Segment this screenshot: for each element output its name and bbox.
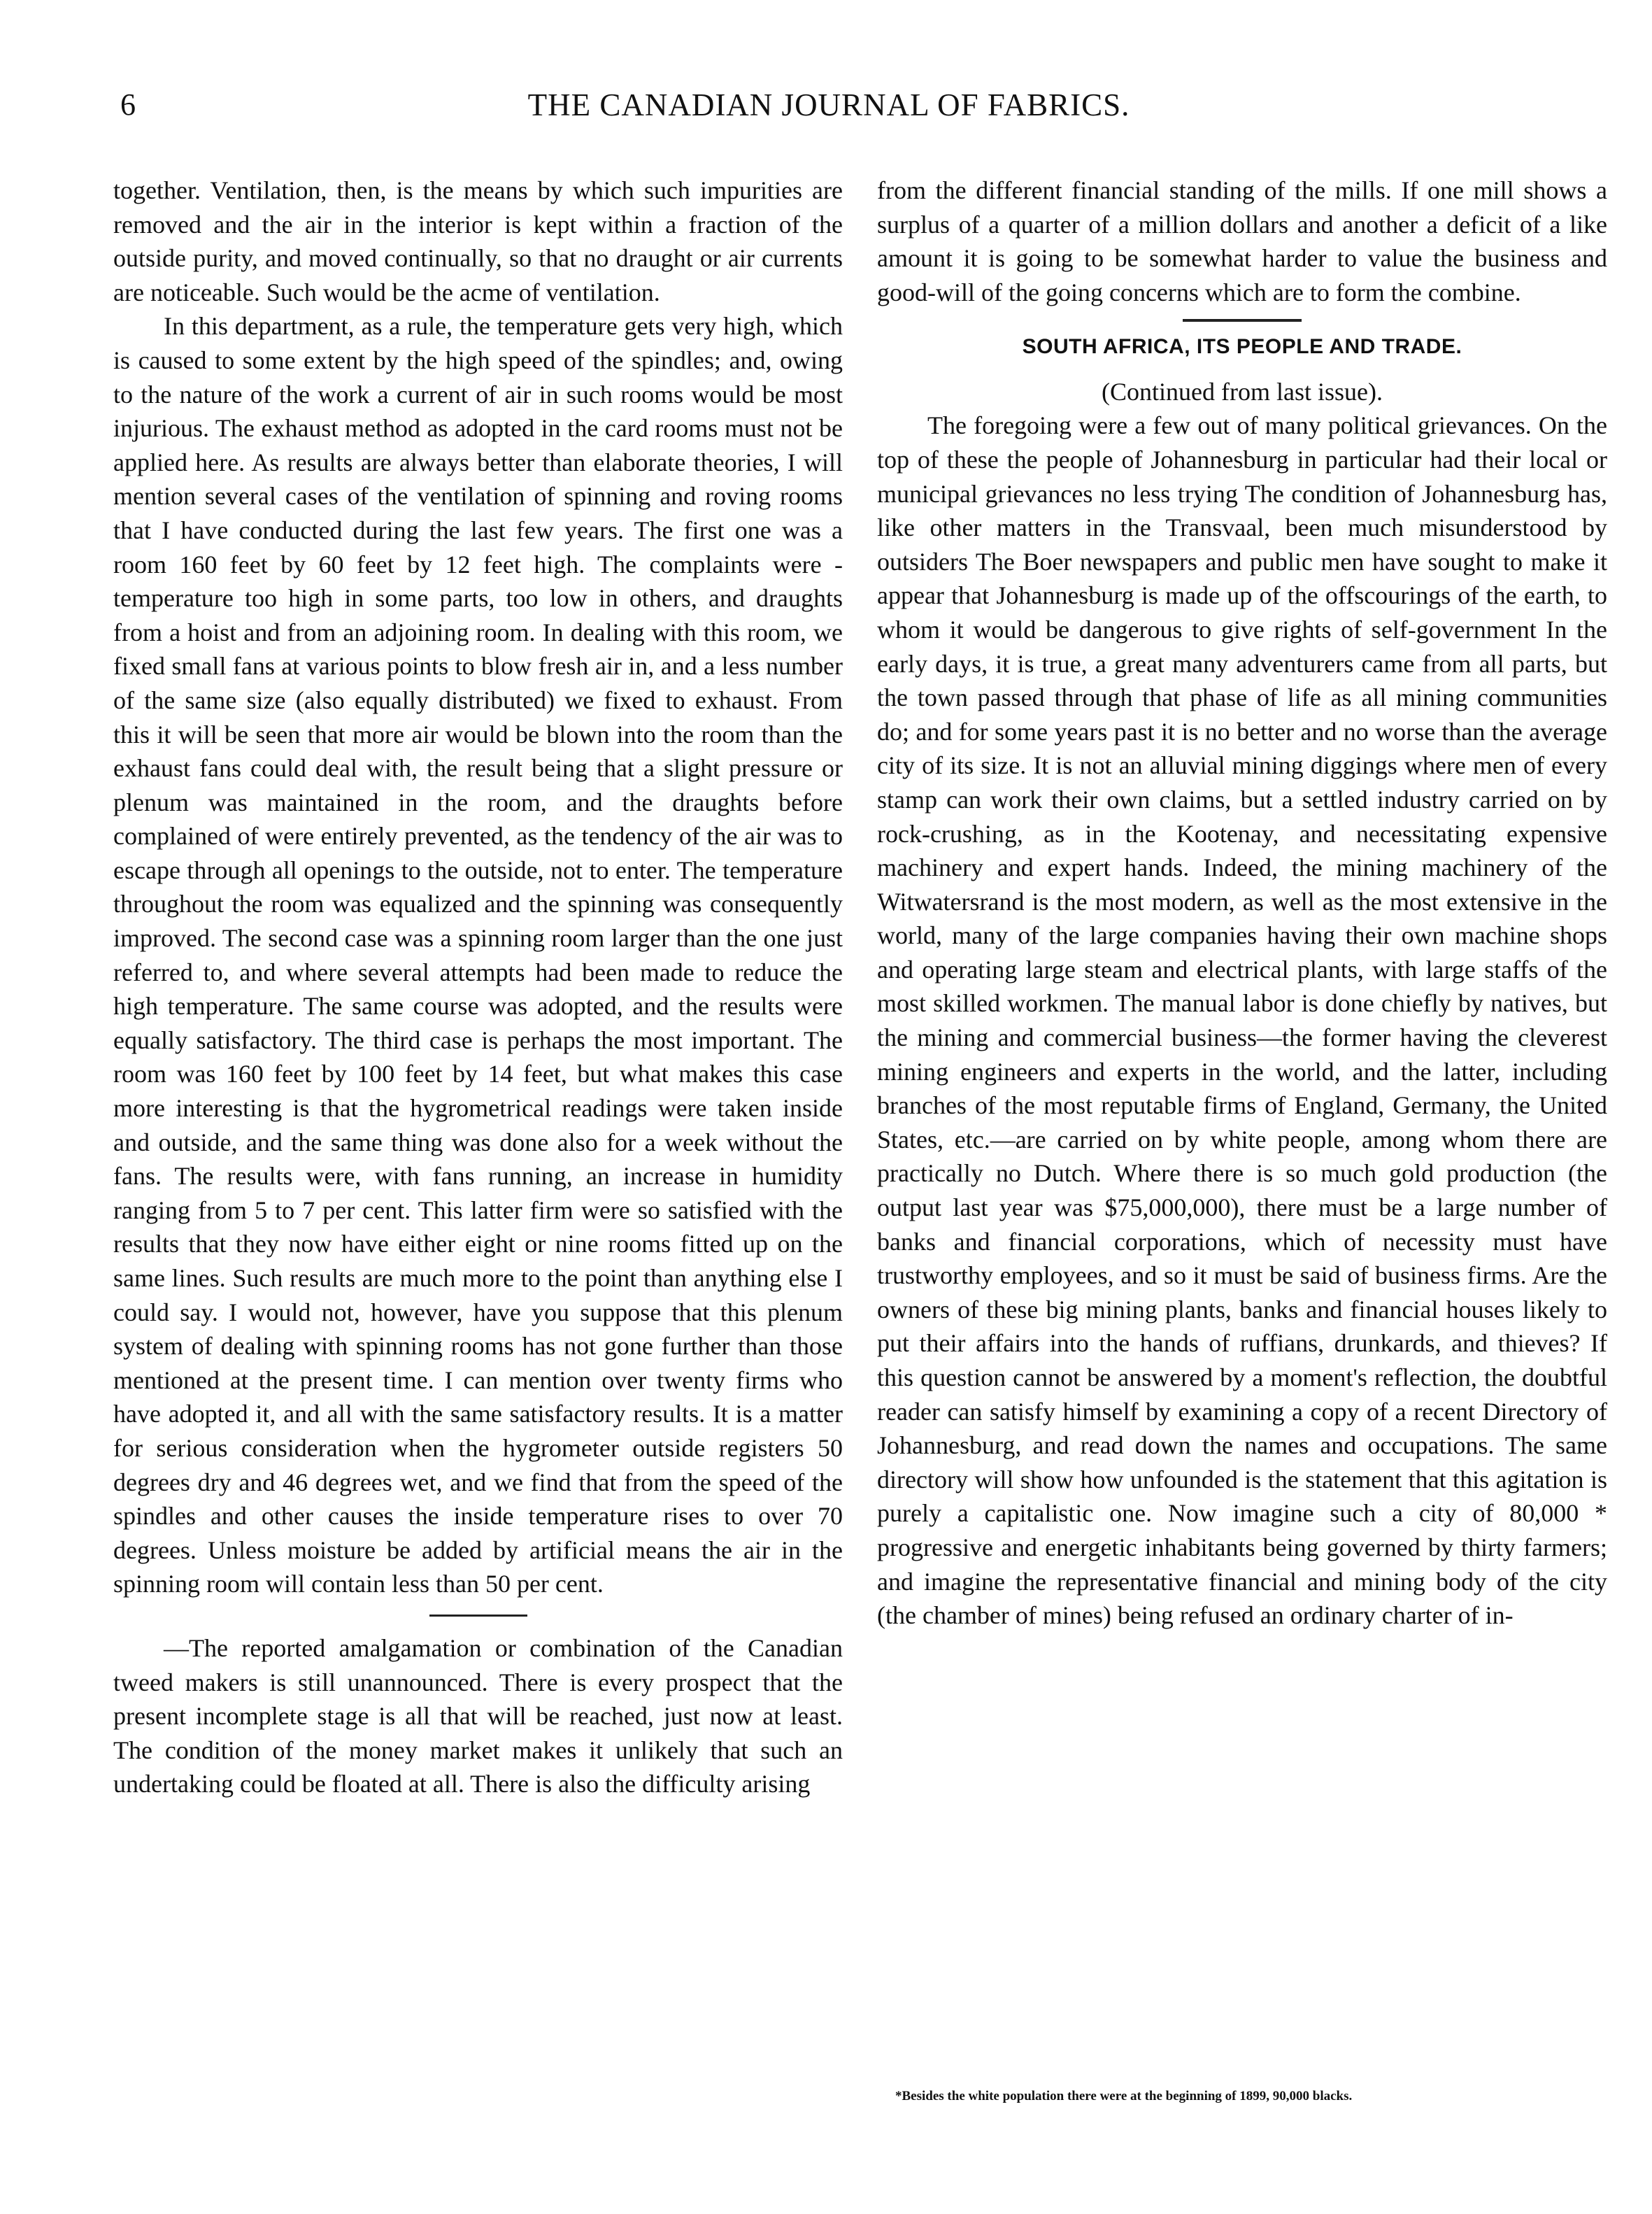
article-divider [1183, 319, 1302, 322]
journal-title: THE CANADIAN JOURNAL OF FABRICS. [527, 87, 1130, 122]
tweed-makers-continuation: from the different financial standing of the mills. If one mill shows a surplus of a quarter of a million dollars and another a deficit of a like amount it is going to be somewhat harder to value the business and good-will of the going concerns which are to form the combine. [877, 176, 1607, 306]
footnote: *Besides the white population there were at the beginning of 1899, 90,000 blacks. [895, 2089, 1353, 2103]
page-number: 6 [120, 87, 136, 122]
section-divider [429, 1615, 527, 1617]
right-column [877, 173, 1607, 1633]
article-subheading: (Continued from last issue). [1102, 378, 1383, 406]
running-head [112, 83, 1546, 132]
south-africa-paragraph: The foregoing were a few out of many political grievances. On the top of these the people of Johannesburg in particular had their local or municipal grievances no less trying The condition of Johannesburg has, like other matters in the Transvaal, been much misunderstood by outsiders The Boer newspapers and public men have sought to make it appear that Johannesburg is made up of the offscourings of the earth, to whom it would be dangerous to give rights of self-government In the early days, it is true, a great many adventurers came from all parts, but the town passed through that phase of life as all mining communities do; and for some years past it is no better and no worse than the average city of its size. It is not an alluvial mining diggings where men of every stamp can work their own claims, but a settled industry carried on by rock-crushing, as in the Kootenay, and necessitating expensive machinery and expert hands. Indeed, the mining machinery of the Witwatersrand is the most modern, as well as the most extensive in the world, many of the large companies having their own machine shops and operating large steam and electrical plants, with large staffs of the most skilled workmen. The manual labor is done chiefly by natives, but the mining and commercial business—the former having the cleverest mining engineers and experts in the world, and the latter, including branches of the most reputable firms of England, Germany, the United States, etc.—are carried on by white people, among whom there are practically no Dutch. Where there is so much gold production (the output last year was $75,000,000), there must be a large number of banks and financial corporations, which of necessity must have trustworthy employees, and so it must be said of business firms. Are the owners of these big mining plants, banks and financial houses likely to put their affairs into the hands of ruffians, drunkards, and thieves? If this question cannot be answered by a moment's reflection, the doubtful reader can satisfy himself by examining a copy of a recent Directory of Johannesburg, and read down the names and occupations. The same directory will show how unfounded is the statement that this agitation is purely a capitalistic one. Now imagine such a city of 80,000 * progressive and energetic inhabitants being governed by thirty farmers; and imagine the representative financial and mining body of the city (the chamber of mines) being refused an ordinary charter of in- [877, 411, 1607, 1630]
ventilation-paragraph-end: together. Ventilation, then, is the means by which such impurities are removed and the air in the interior is kept within a fraction of the outside purity, and moved continually, so that no draught or air currents are noticeable. Such would be the acme of ventilation. [113, 176, 843, 306]
left-column [113, 173, 843, 1801]
article-heading: SOUTH AFRICA, ITS PEOPLE AND TRADE. [1022, 335, 1462, 359]
tweed-makers-news-item: —The reported amalgamation or combination of the Canadian tweed makers is still unannounced. There is every prospect that the present incomplete stage is all that will be reached, just now at least. The condition of the money market makes it unlikely that such an undertaking could be floated at all. There is also the difficulty arising [113, 1633, 843, 1798]
spinning-room-paragraph: In this department, as a rule, the temperature gets very high, which is caused to some extent by the high speed of the spindles; and, owing to the nature of the work a current of air in such rooms would be most injurious. The exhaust method as adopted in the card rooms must not be applied here. As results are always better than elaborate theories, I will mention several cases of the ventilation of spinning and roving rooms that I have conducted during the last few years. The first one was a room 160 feet by 60 feet by 12 feet high. The complaints were -temperature too high in some parts, too low in others, and draughts from a hoist and from an adjoining room. In dealing with this room, we fixed small fans at various points to blow fresh air in, and a less number of the same size (also equally distributed) we fixed to exhaust. From this it will be seen that more air would be blown into the room than the exhaust fans could deal with, the result being that a slight pressure or plenum was maintained in the room, and the draughts before complained of were entirely prevented, as the tendency of the air was to escape through all openings to the outside, not to enter. The temperature throughout the room was equalized and the spinning was consequently improved. The second case was a spinning room larger than the one just referred to, and where several attempts had been made to reduce the high temperature. The same course was adopted, and the results were equally satisfactory. The third case is perhaps the most important. The room was 160 feet by 100 feet by 14 feet, but what makes this case more interesting is that the hygrometrical readings were taken inside and outside, and the same thing was done also for a week without the fans. The results were, with fans running, an increase in humidity ranging from 5 to 7 per cent. This latter firm were so satisfied with the results that they now have either eight or nine rooms fitted up on the same lines. Such results are much more to the point than anything else I could say. I would not, however, have you suppose that this plenum system of dealing with spinning rooms has not gone further than those mentioned at the present time. I can mention over twenty firms who have adopted it, and all with the same satisfactory results. It is a matter for serious consideration when the hygrometer outside registers 50 degrees dry and 46 degrees wet, and we find that from the speed of the spindles and other causes the inside temperature rises to over 70 degrees. Unless moisture be added by artificial means the air in the spinning room will contain less than 50 per cent. [113, 312, 843, 1598]
